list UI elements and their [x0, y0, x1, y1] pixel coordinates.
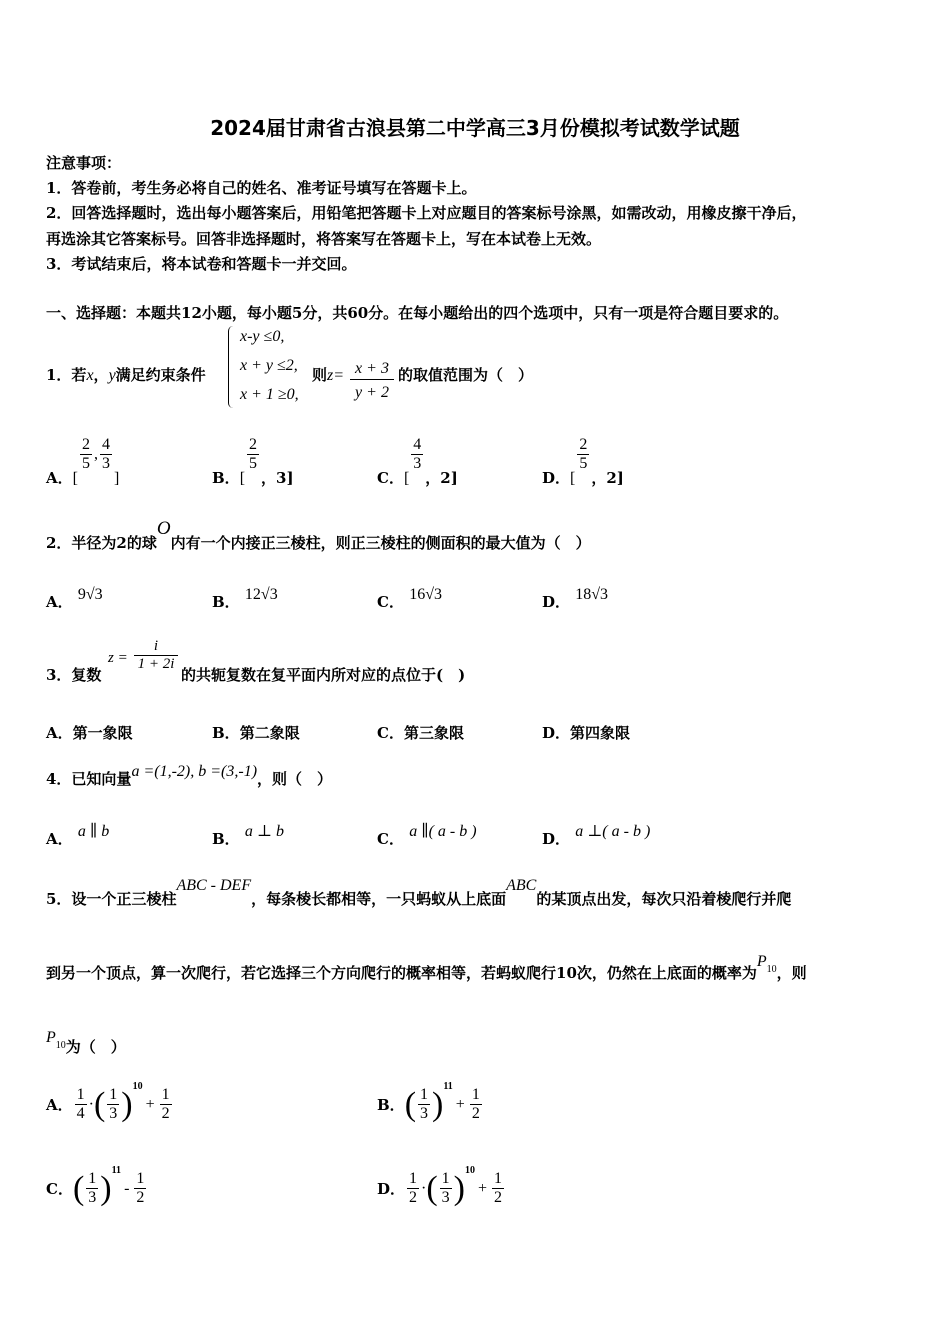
option-value: a ∥ b	[77, 823, 110, 840]
q2-text: 内有一个内接正三棱柱，则正三棱柱的侧面积的最大值为（ ）	[170, 534, 591, 552]
question-3-stem-b: 的共轭复数在复平面内所对应的点位于( )	[181, 666, 466, 684]
fraction-denominator: 1 + 2i	[137, 656, 175, 672]
q5-option-a[interactable]: A． $\frac{1}{4}$ · ( $\frac{1}{3}$ ) 10 + $\frac{1}{2}$	[46, 1081, 170, 1123]
frac-num: 1	[109, 1086, 118, 1103]
frac-num: 1	[471, 1086, 480, 1103]
option-label: A．	[46, 724, 73, 742]
option-label: D．	[377, 1180, 406, 1198]
prob-symbol	[756, 953, 777, 975]
option-value: 第三象限	[403, 724, 464, 742]
frac-den: 5	[81, 455, 90, 472]
var-z: z=	[327, 367, 345, 384]
option-label: D．	[542, 724, 571, 742]
question-5-line-2	[46, 953, 807, 983]
q5-option-b[interactable]: B． ( $\frac{1}{3}$ ) 11 + $\frac{1}{2}$	[377, 1081, 480, 1123]
q1-option-d[interactable]	[542, 436, 624, 487]
frac-den: 5	[579, 455, 588, 472]
q2-text: 2．半径为2的球	[46, 534, 157, 552]
option-label: C．	[377, 593, 404, 611]
question-3-stem-a: 3．复数	[46, 666, 102, 684]
q5-text: 到另一个顶点，算一次爬行，若它选择三个方向爬行的概率相等，若蚂蚁爬行10次，仍然在上底面的概率为	[46, 964, 757, 982]
q3-option-a[interactable]	[46, 722, 133, 743]
option-label: B．	[212, 593, 240, 611]
q4-option-b[interactable]	[212, 823, 284, 849]
option-label: B．	[212, 724, 240, 742]
frac-den: 3	[88, 1189, 97, 1206]
question-2-stem	[46, 518, 591, 554]
option-rest: ，3]	[261, 468, 294, 487]
q5-option-c[interactable]: C． ( $\frac{1}{3}$ ) 11 - $\frac{1}{2}$	[46, 1165, 145, 1207]
var-y: y	[108, 367, 116, 384]
frac-den: 3	[101, 455, 110, 472]
q4-option-a[interactable]	[46, 823, 110, 849]
option-rest: ，2]	[591, 468, 624, 487]
option-value: a ⊥ b	[244, 823, 284, 840]
option-label: D．	[542, 593, 571, 611]
q2-option-d[interactable]	[542, 586, 609, 612]
q1-fraction	[350, 360, 394, 402]
operator: +	[455, 1095, 465, 1113]
fraction-denominator: y + 2	[355, 384, 389, 401]
q4-text: 4．已知向量	[46, 770, 132, 788]
option-value: 第二象限	[239, 724, 300, 742]
option-value: 第四象限	[570, 724, 631, 742]
exponent: 11	[111, 1165, 122, 1176]
frac-den: 3	[413, 455, 422, 472]
bracket: [	[570, 469, 576, 487]
frac-den: 2	[409, 1189, 418, 1206]
question-1-stem-end: 的取值范围为（ ）	[398, 366, 534, 384]
q4-text: ，则（ ）	[257, 770, 333, 788]
bracket: ]	[113, 469, 120, 487]
q4-option-d[interactable]	[542, 823, 651, 849]
frac-num: 1	[441, 1170, 450, 1187]
option-value: 16√3	[409, 586, 442, 603]
option-label: C．	[46, 1180, 73, 1198]
page-title: 2024届甘肃省古浪县第二中学高三3月份模拟考试数学试题	[210, 116, 740, 140]
var-x: x	[86, 367, 94, 384]
q3-option-b[interactable]	[212, 722, 300, 743]
var-o: O	[156, 518, 171, 539]
frac-den: 2	[471, 1105, 480, 1122]
frac-den: 2	[494, 1189, 503, 1206]
q1-option-b[interactable]	[212, 436, 294, 487]
q1-text: 满足约束条件	[115, 366, 206, 384]
q5-text: 的某顶点出发，每次只沿着棱爬行并爬	[536, 890, 792, 908]
frac-den: 4	[76, 1105, 85, 1122]
question-5-line-3	[46, 1029, 126, 1057]
fraction-numerator: x + 3	[350, 360, 394, 380]
option-label: C．	[377, 724, 404, 742]
vector-expression: a =(1,-2), b =(3,-1)	[131, 763, 258, 780]
option-value: 18√3	[575, 586, 609, 603]
frac-num: 1	[420, 1086, 429, 1103]
q5-text: 5．设一个正三棱柱	[46, 890, 177, 908]
question-1-stem	[46, 364, 206, 385]
option-value: 9√3	[77, 586, 103, 603]
bracket: [	[72, 469, 78, 487]
option-rest: ，2]	[425, 468, 458, 487]
option-value: 第一象限	[72, 724, 133, 742]
notice-item: 2．回答选择题时，选出每小题答案后，用铅笔把答题卡上对应题目的答案标号涂黑，如需改动，用橡皮擦干净后，	[46, 204, 807, 222]
prism-name: ABC - DEF	[176, 877, 252, 894]
frac-num: 2	[81, 436, 90, 453]
separator: ,	[93, 445, 98, 463]
q2-option-c[interactable]	[377, 586, 442, 612]
bracket: [	[239, 469, 246, 487]
question-5-line-1	[46, 877, 792, 909]
option-label: C．	[377, 830, 404, 848]
q3-z-eq: z =	[108, 650, 128, 666]
frac-num: 4	[413, 436, 422, 453]
q3-option-c[interactable]	[377, 722, 464, 743]
frac-num: 1	[88, 1170, 97, 1187]
constraint-2: x + y ≤2,	[240, 357, 298, 374]
notice-item: 1．答卷前，考生务必将自己的姓名、准考证号填写在答题卡上。	[46, 179, 477, 197]
q5-text: ，每条棱长都相等，一只蚂蚁从上底面	[251, 890, 507, 908]
frac-den: 5	[249, 455, 258, 472]
option-label: A．	[46, 593, 73, 611]
operator: -	[124, 1179, 130, 1197]
prob-symbol	[46, 1029, 66, 1051]
q3-option-d[interactable]	[542, 722, 630, 743]
exponent: 11	[443, 1081, 453, 1092]
frac-num: 1	[161, 1086, 170, 1103]
frac-num: 1	[136, 1170, 145, 1187]
q4-option-c[interactable]	[377, 823, 477, 849]
frac-num: 2	[579, 436, 588, 453]
exponent: 10	[465, 1165, 475, 1176]
option-label: A．	[46, 1096, 73, 1114]
operator: +	[478, 1179, 488, 1197]
face-name: ABC	[506, 877, 537, 894]
frac-den: 2	[136, 1189, 145, 1206]
exponent: 10	[132, 1081, 143, 1092]
q1-option-a[interactable]	[46, 436, 120, 487]
p-subscript: 10	[55, 1040, 66, 1051]
q1-text: 则	[312, 366, 328, 384]
frac-den: 3	[420, 1105, 429, 1122]
option-label: B．	[377, 1096, 405, 1114]
notice-item: 3．考试结束后，将本试卷和答题卡一并交回。	[46, 255, 357, 273]
p-letter: P	[756, 953, 767, 970]
q5-text: 为（ ）	[65, 1038, 126, 1056]
frac-den: 3	[441, 1189, 450, 1206]
option-value: a ∥( a - b )	[409, 823, 477, 840]
q2-option-a[interactable]	[46, 586, 103, 612]
p-subscript: 10	[766, 964, 777, 975]
constraint-brace	[228, 326, 233, 408]
dot-operator: ·	[421, 1179, 427, 1197]
notice-item: 再选涂其它答案标号。回答非选择题时，将答案写在答题卡上，写在本试卷上无效。	[46, 230, 602, 248]
option-label: B．	[212, 830, 240, 848]
q1-comma: ，	[93, 366, 109, 384]
q3-fraction	[134, 638, 178, 673]
question-4-stem	[46, 763, 333, 789]
fraction-numerator: i	[134, 638, 178, 656]
frac-num: 2	[249, 436, 258, 453]
operator: +	[145, 1095, 155, 1113]
option-label: D．	[542, 830, 571, 848]
frac-num: 1	[76, 1086, 85, 1103]
option-label: B．	[212, 468, 240, 487]
option-label: A．	[46, 830, 73, 848]
frac-num: 1	[409, 1170, 418, 1187]
frac-den: 3	[109, 1105, 118, 1122]
option-label: D．	[542, 468, 571, 487]
dot-operator: ·	[88, 1095, 94, 1113]
frac-num: 4	[101, 436, 110, 453]
q1-option-c[interactable]	[377, 436, 458, 487]
constraint-1: x-y ≤0,	[240, 328, 285, 345]
p-letter: P	[46, 1029, 56, 1046]
frac-num: 1	[494, 1170, 503, 1187]
q5-text: ，则	[776, 964, 807, 982]
q1-text: 1．若	[46, 366, 87, 384]
q5-option-d[interactable]: D． $\frac{1}{2}$ · ( $\frac{1}{3}$ ) 10 + $\frac{1}{2}$	[377, 1165, 503, 1207]
option-value: 12√3	[244, 586, 278, 603]
section-heading: 一、选择题：本题共12小题，每小题5分，共60分。在每小题给出的四个选项中，只有一项是符合题目要求的。	[46, 304, 789, 322]
option-value: a ⊥( a - b )	[575, 823, 651, 840]
option-label: C．	[377, 468, 404, 487]
bracket: [	[403, 469, 410, 487]
q2-option-b[interactable]	[212, 586, 278, 612]
constraint-3: x + 1 ≥0,	[240, 386, 299, 403]
frac-den: 2	[161, 1105, 170, 1122]
option-label: A．	[46, 468, 73, 487]
question-1-stem-cont	[312, 364, 344, 385]
notice-heading: 注意事项：	[46, 154, 122, 172]
